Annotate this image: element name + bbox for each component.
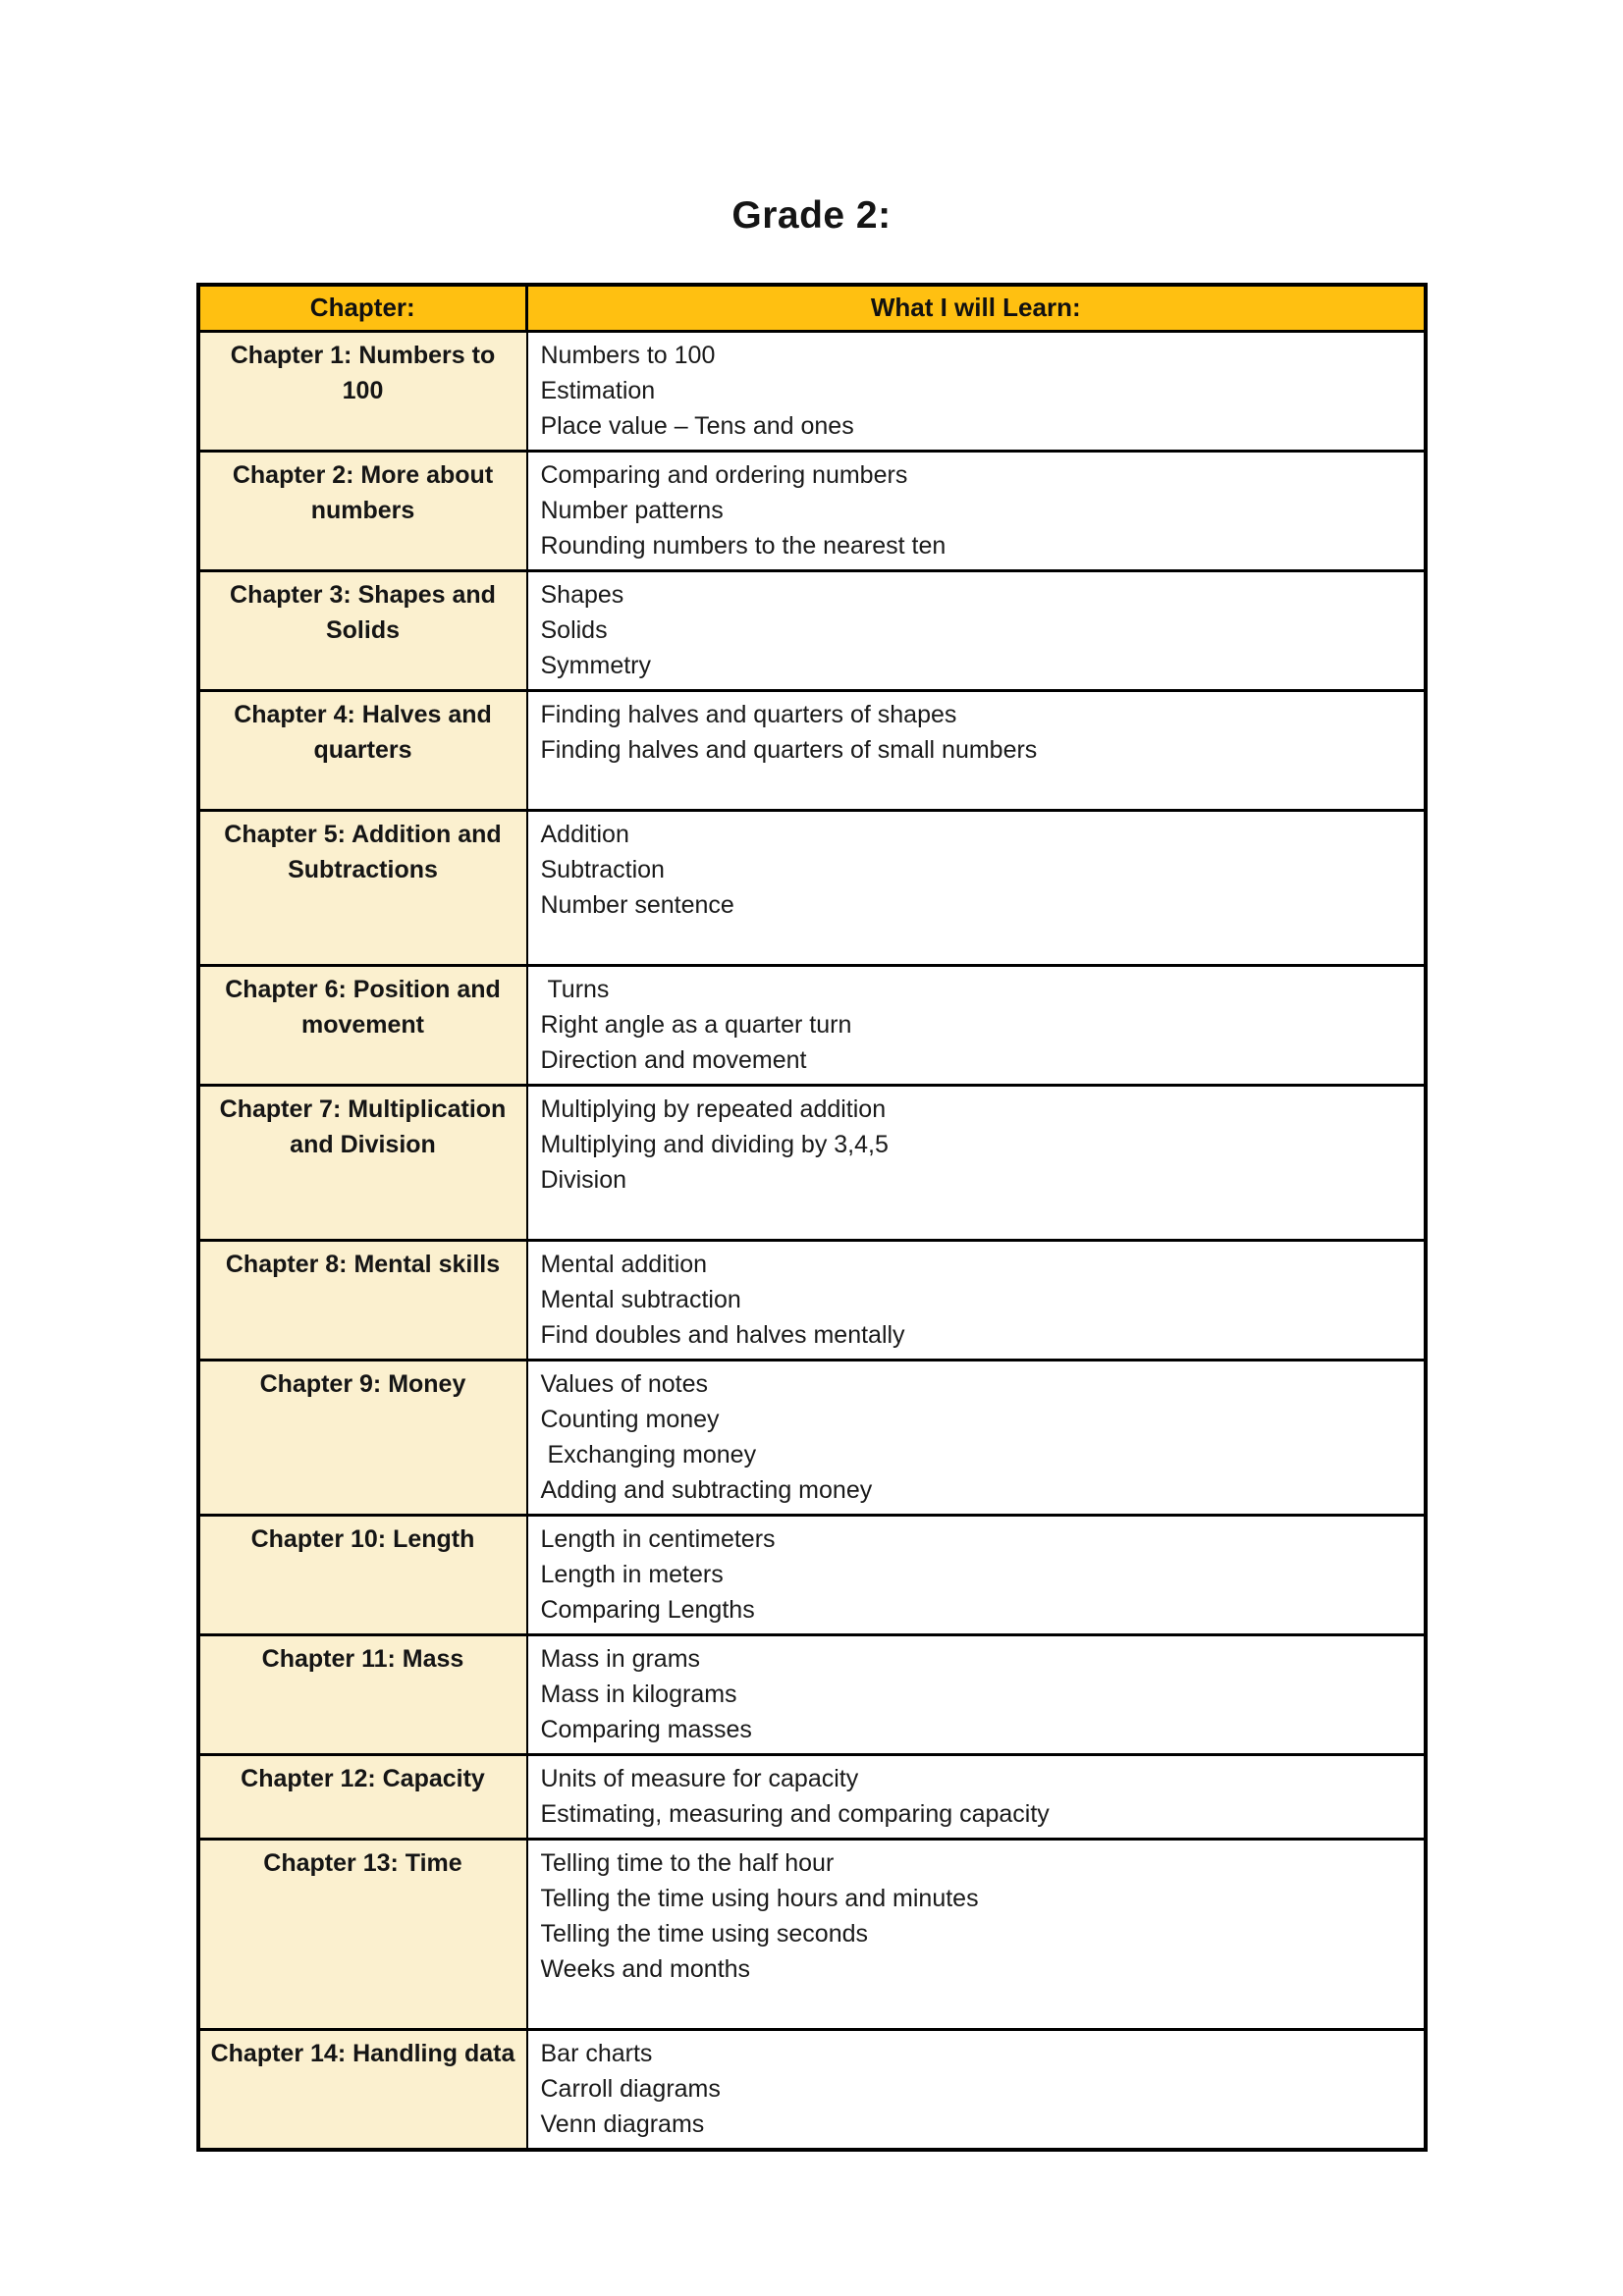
topics-cell bbox=[527, 1086, 1426, 1241]
topic-line: Comparing masses bbox=[540, 1716, 752, 1743]
topic-line: Finding halves and quarters of shapes bbox=[540, 701, 957, 728]
topic-line: Mental subtraction bbox=[540, 1286, 741, 1313]
topics-cell bbox=[527, 1755, 1426, 1840]
topic-line: Weeks and months bbox=[540, 1955, 751, 1983]
topic-line: Mass in grams bbox=[540, 1645, 701, 1673]
table-row bbox=[198, 1361, 1426, 1516]
chapter-label: Chapter 8: Mental skills bbox=[225, 1251, 501, 1278]
table-row bbox=[198, 452, 1426, 571]
topic-line: Rounding numbers to the nearest ten bbox=[540, 532, 947, 560]
topic-line: Units of measure for capacity bbox=[540, 1765, 859, 1792]
topic-line: Number patterns bbox=[540, 497, 724, 524]
topics-cell bbox=[527, 2030, 1426, 2151]
chapter-cell bbox=[198, 1361, 527, 1516]
topic-line bbox=[541, 768, 1410, 803]
curriculum-table bbox=[196, 283, 1428, 2152]
topic-line: Direction and movement bbox=[540, 1046, 807, 1074]
topic-line: Multiplying and dividing by 3,4,5 bbox=[540, 1131, 889, 1158]
table-row bbox=[198, 571, 1426, 691]
chapter-cell bbox=[198, 452, 527, 571]
topics-cell bbox=[527, 332, 1426, 452]
topic-line: Venn diagrams bbox=[540, 2110, 705, 2138]
column-header-chapter: Chapter: bbox=[198, 285, 527, 332]
topics-cell bbox=[527, 1361, 1426, 1516]
topic-line: Length in meters bbox=[540, 1561, 724, 1588]
chapter-cell bbox=[198, 811, 527, 966]
chapter-label: Chapter 14: Handling data bbox=[210, 2040, 515, 2067]
topic-line: Finding halves and quarters of small numbers bbox=[540, 736, 1038, 764]
chapter-cell bbox=[198, 1516, 527, 1635]
topic-line: Mental addition bbox=[540, 1251, 708, 1278]
chapter-cell bbox=[198, 2030, 527, 2151]
topic-line: Length in centimeters bbox=[540, 1525, 776, 1553]
topic-line: Solids bbox=[540, 616, 608, 644]
topic-line: Telling the time using hours and minutes bbox=[540, 1885, 979, 1912]
chapter-label: Chapter 6: Position and movement bbox=[225, 976, 501, 1039]
topic-line bbox=[541, 1987, 1410, 2022]
topic-line: Number sentence bbox=[540, 891, 734, 919]
page-title: Grade 2: bbox=[731, 194, 892, 237]
topics-cell bbox=[527, 452, 1426, 571]
topics-cell bbox=[527, 1241, 1426, 1361]
chapter-label: Chapter 5: Addition and Subtractions bbox=[224, 821, 502, 883]
topic-line: Right angle as a quarter turn bbox=[540, 1011, 852, 1039]
chapter-label: Chapter 3: Shapes and Solids bbox=[230, 581, 496, 644]
topic-line: Estimation bbox=[540, 377, 656, 404]
topic-line: Comparing Lengths bbox=[540, 1596, 755, 1624]
table-row bbox=[198, 1755, 1426, 1840]
topic-line: Counting money bbox=[540, 1406, 720, 1433]
column-header-what-i-will-learn: What I will Learn: bbox=[527, 285, 1426, 332]
topics-cell bbox=[527, 1516, 1426, 1635]
table-row bbox=[198, 332, 1426, 452]
chapter-label: Chapter 9: Money bbox=[259, 1370, 466, 1398]
topic-line: Shapes bbox=[540, 581, 624, 609]
topics-cell bbox=[527, 811, 1426, 966]
topic-line: Carroll diagrams bbox=[540, 2075, 721, 2103]
topic-line: Comparing and ordering numbers bbox=[540, 461, 908, 489]
chapter-cell bbox=[198, 1086, 527, 1241]
topic-line: Place value – Tens and ones bbox=[540, 412, 854, 440]
topics-cell bbox=[527, 571, 1426, 691]
chapter-cell bbox=[198, 1840, 527, 2030]
chapter-label: Chapter 2: More about numbers bbox=[232, 461, 494, 524]
topics-cell bbox=[527, 691, 1426, 811]
topic-line bbox=[541, 1198, 1410, 1233]
table-row bbox=[198, 1241, 1426, 1361]
chapter-label: Chapter 4: Halves and quarters bbox=[234, 701, 492, 764]
chapter-label: Chapter 7: Multiplication and Division bbox=[219, 1095, 507, 1158]
chapter-cell bbox=[198, 332, 527, 452]
table-row bbox=[198, 1086, 1426, 1241]
topic-line: Symmetry bbox=[540, 652, 651, 679]
table-row bbox=[198, 1635, 1426, 1755]
topic-line: Telling time to the half hour bbox=[540, 1849, 835, 1877]
topics-cell bbox=[527, 966, 1426, 1086]
chapter-label: Chapter 13: Time bbox=[263, 1849, 462, 1877]
topic-line: Exchanging money bbox=[540, 1441, 757, 1468]
table-row bbox=[198, 2030, 1426, 2151]
chapter-cell bbox=[198, 966, 527, 1086]
topic-line: Subtraction bbox=[540, 856, 665, 883]
table-row bbox=[198, 1840, 1426, 2030]
chapter-cell bbox=[198, 1635, 527, 1755]
chapter-label: Chapter 1: Numbers to 100 bbox=[230, 342, 496, 404]
topic-line: Multiplying by repeated addition bbox=[540, 1095, 887, 1123]
topic-line: Find doubles and halves mentally bbox=[540, 1321, 905, 1349]
table-row bbox=[198, 691, 1426, 811]
table-row bbox=[198, 811, 1426, 966]
chapter-label: Chapter 10: Length bbox=[250, 1525, 475, 1553]
topic-line: Turns bbox=[540, 976, 610, 1003]
chapter-cell bbox=[198, 571, 527, 691]
topic-line: Adding and subtracting money bbox=[540, 1476, 873, 1504]
chapter-cell bbox=[198, 1241, 527, 1361]
topics-cell bbox=[527, 1840, 1426, 2030]
chapter-label: Chapter 12: Capacity bbox=[241, 1765, 485, 1792]
topic-line bbox=[541, 923, 1410, 958]
topic-line: Estimating, measuring and comparing capacity bbox=[540, 1800, 1050, 1828]
chapter-cell bbox=[198, 1755, 527, 1840]
chapter-cell bbox=[198, 691, 527, 811]
table-header-row bbox=[198, 285, 1426, 332]
topics-cell bbox=[527, 1635, 1426, 1755]
topic-line: Values of notes bbox=[540, 1370, 708, 1398]
table-row bbox=[198, 966, 1426, 1086]
topic-line: Bar charts bbox=[540, 2040, 653, 2067]
table-row bbox=[198, 1516, 1426, 1635]
chapter-label: Chapter 11: Mass bbox=[261, 1645, 464, 1673]
topic-line: Mass in kilograms bbox=[540, 1681, 737, 1708]
topic-line: Division bbox=[540, 1166, 627, 1194]
topic-line: Numbers to 100 bbox=[540, 342, 716, 369]
topic-line: Telling the time using seconds bbox=[540, 1920, 869, 1948]
topic-line: Addition bbox=[540, 821, 629, 848]
